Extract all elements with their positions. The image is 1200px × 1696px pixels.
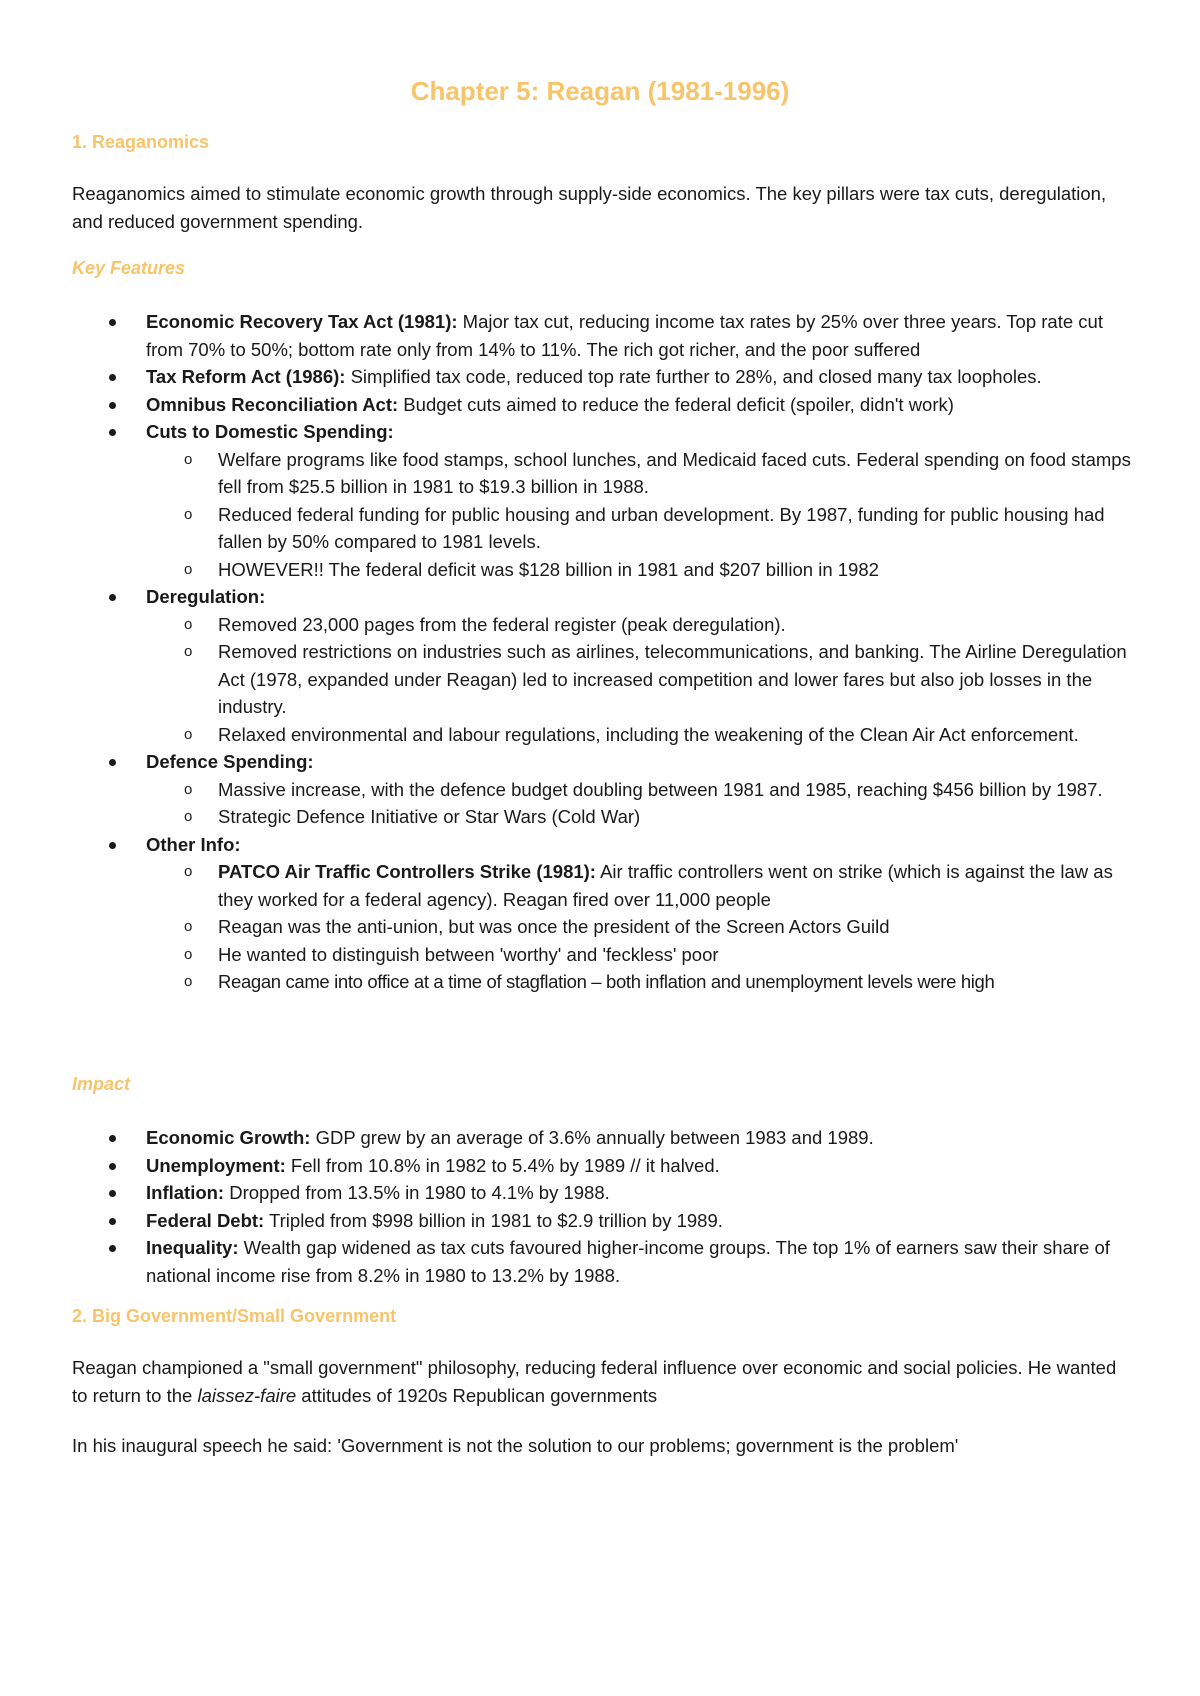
list-item: Economic Recovery Tax Act (1981): Major tax cut, reducing income tax rates by 25% over three years. Top rate cut from 70% to 50%; bottom rate only from 14% to 11%. The rich got richer, and the poor suffered <box>72 308 1132 363</box>
list-item: Other Info: o PATCO Air Traffic Controllers Strike (1981): Air traffic controllers went on strike (which is against the law as they worked for a federal agency). Reagan fired over 11,000 people o Reagan was the anti-union, but was once the president of the Screen Actors Guild o He wanted to distinguish between 'worthy' and 'feckless' poor o Reagan came into office at a time of stagflation – both inflation and unemployment levels were high <box>72 831 1132 996</box>
list-item: Tax Reform Act (1986): Simplified tax code, reduced top rate further to 28%, and closed many tax loopholes. <box>72 363 1132 391</box>
impact-list-wrap <box>72 1124 1132 1289</box>
sub-list-item: o Relaxed environmental and labour regulations, including the weakening of the Clean Air Act enforcement. <box>146 721 1132 749</box>
sub-list-item: o Strategic Defence Initiative or Star Wars (Cold War) <box>146 803 1132 831</box>
big-government-paragraph: Reagan championed a "small government" philosophy, reducing federal influence over economic and social policies. He wanted to return to the laissez-faire attitudes of 1920s Republican governments <box>72 1357 1117 1406</box>
sub-list-item: o HOWEVER!! The federal deficit was $128 billion in 1981 and $207 billion in 1982 <box>146 556 1132 584</box>
inaugural-quote-paragraph: In his inaugural speech he said: 'Government is not the solution to our problems; government is the problem' <box>72 1435 959 1456</box>
reaganomics-intro: Reaganomics aimed to stimulate economic growth through supply-side economics. The key pillars were tax cuts, deregulation, and reduced government spending. <box>72 183 1107 232</box>
impact-list <box>72 1124 1132 1289</box>
sub-list-item: o He wanted to distinguish between 'worthy' and 'feckless' poor <box>146 941 1132 969</box>
page-title: Chapter 5: Reagan (1981-1996) <box>410 76 790 106</box>
list-item: Defence Spending: o Massive increase, with the defence budget doubling between 1981 and 1985, reaching $456 billion by 1987. o Strategic Defence Initiative or Star Wars (Cold War) <box>72 748 1132 831</box>
list-item: Federal Debt: Tripled from $998 billion in 1981 to $2.9 trillion by 1989. <box>72 1207 1132 1235</box>
list-item: Cuts to Domestic Spending: o Welfare programs like food stamps, school lunches, and Medicaid faced cuts. Federal spending on food stamps fell from $25.5 billion in 1981 to $19.3 billion in 1988. o Reduced federal funding for public housing and urban development. By 1987, funding for public housing had fallen by 50% compared to 1981 levels. o HOWEVER!! The federal deficit was $128 billion in 1981 and $207 billion in 1982 <box>72 418 1132 583</box>
section-heading-big-government: 2. Big Government/Small Government <box>72 1306 397 1326</box>
key-features-list-wrap <box>72 308 1132 996</box>
sub-list <box>146 611 1132 749</box>
sub-list-item: o Reagan was the anti-union, but was once the president of the Screen Actors Guild <box>146 913 1132 941</box>
sub-list <box>146 776 1132 831</box>
key-features-list <box>72 308 1132 996</box>
sub-list-item: o PATCO Air Traffic Controllers Strike (1981): Air traffic controllers went on strike (which is against the law as they worked for a federal agency). Reagan fired over 11,000 people <box>146 858 1132 913</box>
list-item: Unemployment: Fell from 10.8% in 1982 to 5.4% by 1989 // it halved. <box>72 1152 1132 1180</box>
impact-heading: Impact <box>72 1074 131 1094</box>
sub-list <box>146 446 1132 584</box>
list-item: Deregulation: o Removed 23,000 pages from the federal register (peak deregulation). o Removed restrictions on industries such as airlines, telecommunications, and banking. The Airline Deregulation Act (1978, expanded under Reagan) led to increased competition and lower fares but also job losses in the industry. o Relaxed environmental and labour regulations, including the weakening of the Clean Air Act enforcement. <box>72 583 1132 748</box>
list-item: Economic Growth: GDP grew by an average of 3.6% annually between 1983 and 1989. <box>72 1124 1132 1152</box>
sub-list-item: o Reagan came into office at a time of stagflation – both inflation and unemployment levels were high <box>146 968 1132 996</box>
section-heading-reaganomics: 1. Reaganomics <box>72 132 210 152</box>
sub-list-item: o Massive increase, with the defence budget doubling between 1981 and 1985, reaching $456 billion by 1987. <box>146 776 1132 804</box>
list-item: Inequality: Wealth gap widened as tax cuts favoured higher-income groups. The top 1% of earners saw their share of national income rise from 8.2% in 1980 to 13.2% by 1988. <box>72 1234 1132 1289</box>
sub-list-item: o Welfare programs like food stamps, school lunches, and Medicaid faced cuts. Federal spending on food stamps fell from $25.5 billion in 1981 to $19.3 billion in 1988. <box>146 446 1132 501</box>
key-features-heading: Key Features <box>72 258 186 278</box>
sub-list-item: o Removed 23,000 pages from the federal register (peak deregulation). <box>146 611 1132 639</box>
sub-list-item: o Removed restrictions on industries such as airlines, telecommunications, and banking. The Airline Deregulation Act (1978, expanded under Reagan) led to increased competition and lower fares but also job losses in the industry. <box>146 638 1132 721</box>
list-item: Inflation: Dropped from 13.5% in 1980 to 4.1% by 1988. <box>72 1179 1132 1207</box>
sub-list <box>146 858 1132 996</box>
sub-list-item: o Reduced federal funding for public housing and urban development. By 1987, funding for public housing had fallen by 50% compared to 1981 levels. <box>146 501 1132 556</box>
list-item: Omnibus Reconciliation Act: Budget cuts aimed to reduce the federal deficit (spoiler, didn't work) <box>72 391 1132 419</box>
